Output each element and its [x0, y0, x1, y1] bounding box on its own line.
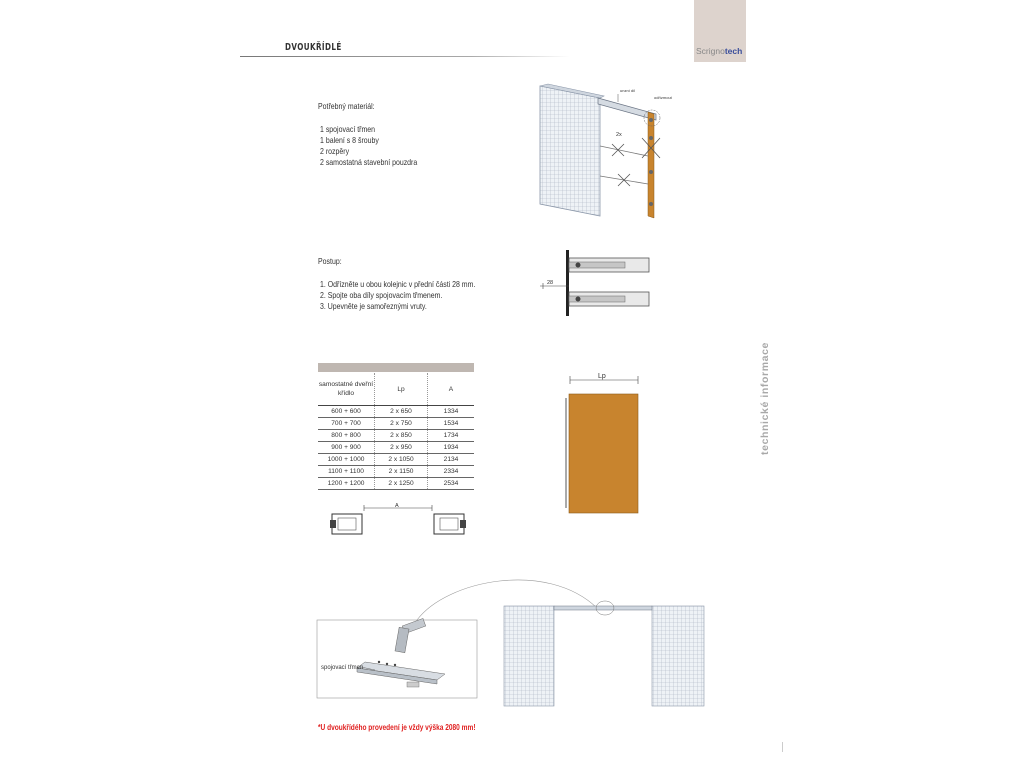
table-row [318, 406, 474, 418]
table-row [318, 430, 474, 442]
table-row [318, 454, 474, 466]
table-cell: 2 x 750 [375, 418, 428, 430]
table-cell: 1100 + 1100 [318, 466, 375, 478]
table-cell: 2134 [428, 454, 475, 466]
procedure-step: 3. Upevněte je samořeznými vruty. [320, 301, 427, 311]
table-header-bar [318, 363, 474, 372]
plan-dimension-label: A [395, 503, 399, 509]
column-header: samostatné dveřní křídlo [318, 373, 375, 406]
table-cell: 2 x 1250 [375, 478, 428, 490]
materials-heading: Potřebný materiál: [318, 101, 375, 111]
door-width-label: Lp [598, 373, 606, 380]
table-cell: 2 x 950 [375, 442, 428, 454]
table-row [318, 466, 474, 478]
height-warning: *U dvoukřídého provedení je vždy výška 2080 mm! [318, 723, 476, 732]
header-divider [240, 56, 570, 57]
detail-label: spojovací třmen [321, 665, 364, 671]
page-title: DVOUKŘÍDLÉ [285, 42, 342, 53]
materials-item: 2 samostatná stavební pouzdra [320, 157, 418, 167]
table-row [318, 442, 474, 454]
table-cell: 2 x 1050 [375, 454, 428, 466]
column-header: Lp [375, 373, 428, 406]
table-cell: 1000 + 1000 [318, 454, 375, 466]
side-section-label: technické informace [759, 342, 771, 455]
figure2-dimension: 28 [547, 280, 554, 286]
table-cell: 600 + 600 [318, 406, 375, 418]
installation-detail-figure [317, 570, 707, 715]
column-header: A [428, 373, 475, 406]
procedure-heading: Postup: [318, 256, 342, 266]
table-header-row [318, 373, 474, 406]
table-cell: 1534 [428, 418, 475, 430]
brand-prefix: Scrigno [696, 46, 725, 56]
procedure-step: 1. Odřízněte u obou kolejnic v přední části 28 mm. [320, 279, 476, 289]
document-page [240, 0, 784, 768]
plan-view-figure [328, 500, 468, 540]
materials-item: 2 rozpěry [320, 146, 350, 156]
table-cell: 1734 [428, 430, 475, 442]
page-edge-mark [782, 742, 783, 752]
table-cell: 800 + 800 [318, 430, 375, 442]
dimensions-table [318, 373, 474, 490]
table-cell: 1200 + 1200 [318, 478, 375, 490]
rail-cut-figure [540, 250, 660, 320]
table-cell: 1934 [428, 442, 475, 454]
table-cell: 2 x 650 [375, 406, 428, 418]
table-cell: 2334 [428, 466, 475, 478]
materials-item: 1 balení s 8 šrouby [320, 135, 379, 145]
table-cell: 700 + 700 [318, 418, 375, 430]
door-leaf-figure [560, 368, 650, 518]
table-row [318, 478, 474, 490]
table-cell: 2 x 1150 [375, 466, 428, 478]
figure1-label-right: odřízmout [654, 95, 672, 100]
figure1-label-top: unzní díl [620, 88, 636, 93]
procedure-step: 2. Spojte oba díly spojovacím třmenem. [320, 290, 443, 300]
table-cell: 1334 [428, 406, 475, 418]
table-cell: 2 x 850 [375, 430, 428, 442]
frame-assembly-figure [538, 82, 688, 222]
table-cell: 900 + 900 [318, 442, 375, 454]
materials-item: 1 spojovací třmen [320, 124, 376, 134]
brand-suffix: tech [724, 46, 743, 56]
table-row [318, 418, 474, 430]
table-cell: 2534 [428, 478, 475, 490]
brand-logo [696, 46, 742, 56]
figure1-label-count: 2x [616, 132, 622, 138]
